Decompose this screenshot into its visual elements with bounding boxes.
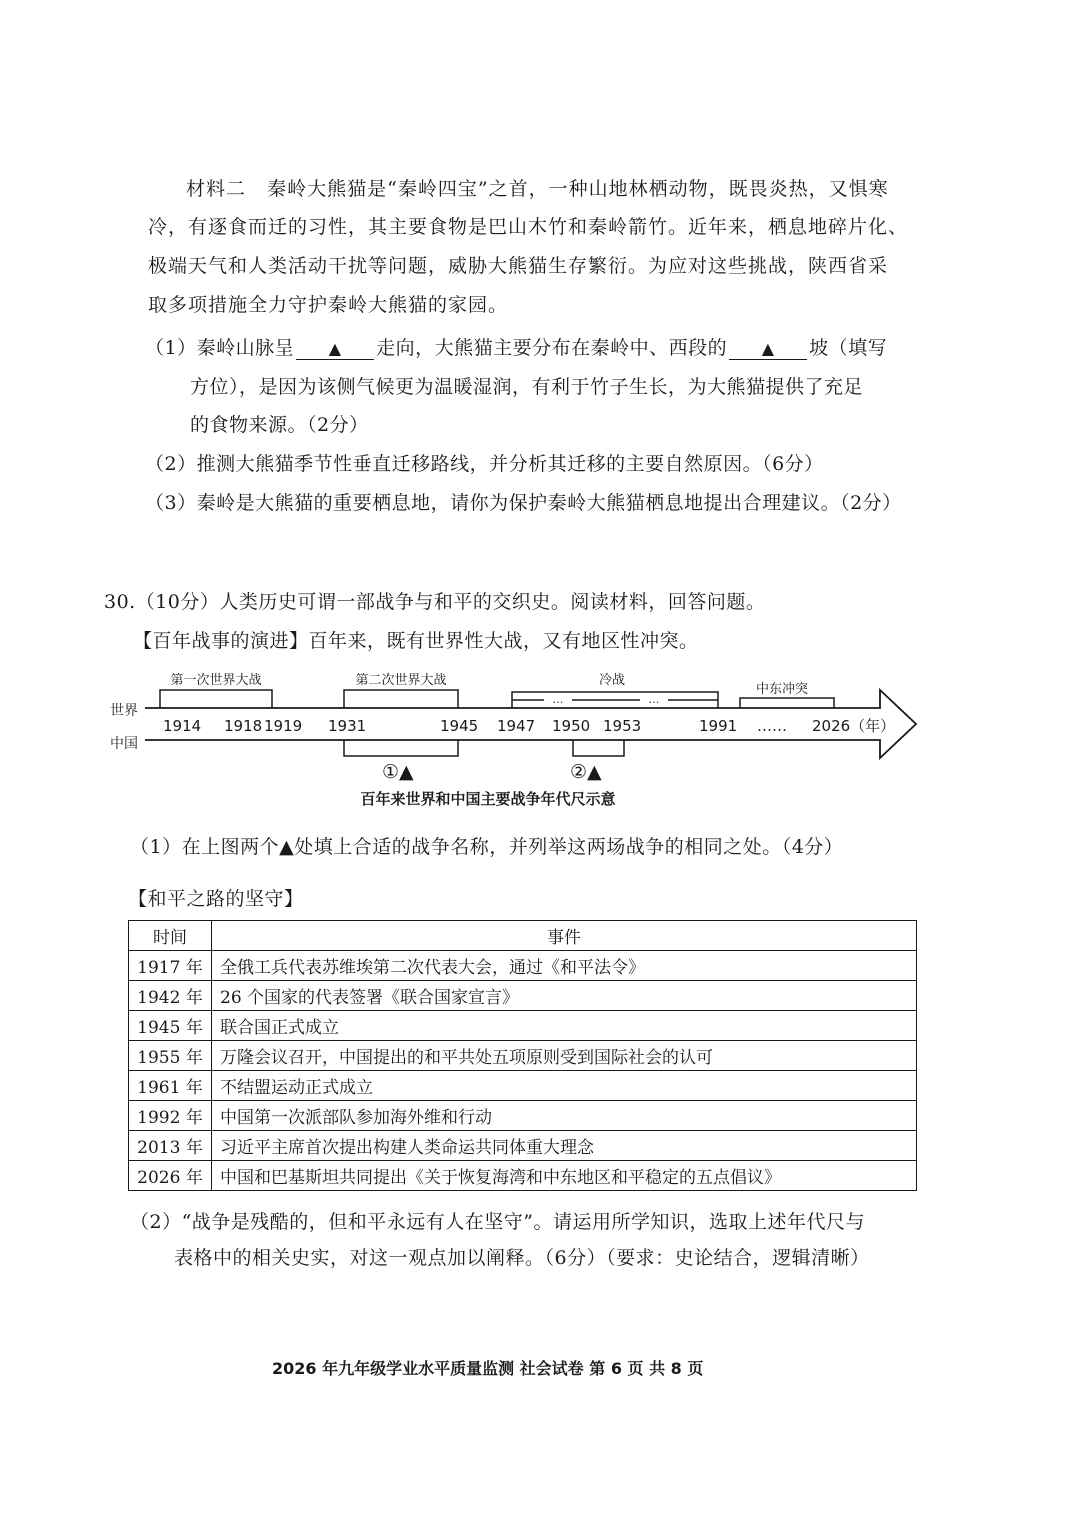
- mideast-bracket: [740, 698, 834, 708]
- coldwar-dots: …: [552, 693, 564, 706]
- q29-2: （2）推测大熊猫季节性垂直迁移路线，并分析其迁移的主要自然原因。（6分）: [145, 453, 824, 475]
- table-row: [129, 1011, 917, 1041]
- material2-line2: 冷，有逐食而迁的习性，其主要食物是巴山木竹和秦岭箭竹。近年来，栖息地碎片化、: [148, 216, 909, 238]
- table-cell-event: 联合国正式成立: [212, 1011, 917, 1041]
- table-cell-year: 2013 年: [129, 1131, 212, 1161]
- table-cell-event: 全俄工兵代表苏维埃第二次代表大会，通过《和平法令》: [212, 951, 917, 981]
- year-1991: 1991: [699, 717, 738, 735]
- triangle-mark-icon: ▲: [761, 339, 775, 358]
- table-header-row: [129, 921, 917, 951]
- table-row: [129, 981, 917, 1011]
- mideast-label: 中东冲突: [755, 682, 809, 697]
- q30-heading: 30.（10分）人类历史可谓一部战争与和平的交织史。阅读材料，回答问题。: [104, 591, 766, 613]
- timeline-caption: 百年来世界和中国主要战争年代尺示意: [360, 790, 616, 808]
- q30-1: （1）在上图两个▲处填上合适的战争名称，并列举这两场战争的相同之处。（4分）: [130, 836, 844, 858]
- year-1945: 1945: [440, 717, 479, 735]
- table-row: [129, 1041, 917, 1071]
- material2-line3: 极端天气和人类活动干扰等问题，威胁大熊猫生存繁衍。为应对这些挑战，陕西省采: [148, 255, 889, 277]
- table-row: [129, 1071, 917, 1101]
- table-header-event: 事件: [212, 921, 917, 951]
- triangle-mark-icon: ▲: [328, 339, 342, 358]
- q29-1-suffix: 坡（填写: [809, 337, 888, 359]
- coldwar-label: 冷战: [598, 673, 626, 688]
- table-row: [129, 1131, 917, 1161]
- material2-line1: [186, 170, 889, 208]
- table-cell-event: 中国第一次派部队参加海外维和行动: [212, 1101, 917, 1131]
- year-1950: 1950: [552, 717, 591, 735]
- material2-label: 材料二: [186, 178, 247, 200]
- q30-2-line2: 表格中的相关史实，对这一观点加以阐释。（6分）（要求：史论结合，逻辑清晰）: [174, 1247, 870, 1269]
- table-cell-year: 1992 年: [129, 1101, 212, 1131]
- table-cell-event: 习近平主席首次提出构建人类命运共同体重大理念: [212, 1131, 917, 1161]
- year-1947: 1947: [497, 717, 536, 735]
- timeline-blank-1[interactable]: ①▲: [382, 761, 414, 783]
- material2-text-1: 秦岭大熊猫是“秦岭四宝”之首，一种山地林栖动物，既畏炎热，又惧寒: [267, 178, 889, 200]
- china-war1-bracket: [344, 740, 458, 756]
- table-cell-event: 26 个国家的代表签署《联合国家宣言》: [212, 981, 917, 1011]
- year-1931: 1931: [328, 717, 367, 735]
- table-row: [129, 1101, 917, 1131]
- year-1953: 1953: [603, 717, 642, 735]
- table-cell-event: 不结盟运动正式成立: [212, 1071, 917, 1101]
- ww2-label: 第二次世界大战: [355, 673, 447, 688]
- china-war2-bracket: [573, 740, 624, 756]
- year-1918: 1918: [224, 717, 263, 735]
- answer-blank-slope[interactable]: [729, 338, 807, 360]
- year-dots: ……: [757, 717, 787, 735]
- peace-events-table: [128, 920, 917, 1191]
- table-header-time: 时间: [129, 921, 212, 951]
- coldwar-bracket: [512, 692, 718, 708]
- timeline-blank-2[interactable]: ②▲: [570, 761, 602, 783]
- q29-1-line1: [145, 333, 887, 360]
- q29-1-mid: 走向，大熊猫主要分布在秦岭中、西段的: [376, 337, 728, 359]
- year-1914: 1914: [163, 717, 202, 735]
- war-timeline: [0, 662, 1080, 812]
- q29-3: （3）秦岭是大熊猫的重要栖息地，请你为保护秦岭大熊猫栖息地提出合理建议。（2分）: [145, 492, 902, 514]
- table-cell-year: 1961 年: [129, 1071, 212, 1101]
- table-cell-year: 2026 年: [129, 1161, 212, 1191]
- timeline-row-china: 中国: [110, 736, 138, 752]
- table-cell-year: 1942 年: [129, 981, 212, 1011]
- table-cell-event: 中国和巴基斯坦共同提出《关于恢复海湾和中东地区和平稳定的五点倡议》: [212, 1161, 917, 1191]
- coldwar-dots: …: [648, 693, 660, 706]
- q30-section2: 【和平之路的坚守】: [128, 888, 304, 910]
- q29-1-line2: 方位），是因为该侧气候更为温暖湿润，有利于竹子生长，为大熊猫提供了充足: [190, 376, 864, 398]
- page-footer: 2026 年九年级学业水平质量监测 社会试卷 第 6 页 共 8 页: [272, 1359, 704, 1378]
- ww1-bracket: [160, 690, 272, 708]
- table-cell-event: 万隆会议召开，中国提出的和平共处五项原则受到国际社会的认可: [212, 1041, 917, 1071]
- timeline-row-world: 世界: [110, 703, 138, 719]
- table-row: [129, 951, 917, 981]
- table-cell-year: 1917 年: [129, 951, 212, 981]
- table-cell-year: 1955 年: [129, 1041, 212, 1071]
- ww2-bracket: [344, 690, 458, 708]
- q29-1-line3: 的食物来源。（2分）: [190, 414, 369, 436]
- q30-section1: 【百年战事的演进】百年来，既有世界性大战，又有地区性冲突。: [133, 630, 699, 652]
- material2-line4: 取多项措施全力守护秦岭大熊猫的家园。: [148, 294, 509, 316]
- year-2026: 2026（年）: [812, 717, 896, 735]
- table-cell-year: 1945 年: [129, 1011, 212, 1041]
- answer-blank-direction[interactable]: [296, 338, 374, 360]
- q29-1-prefix: （1）秦岭山脉呈: [145, 337, 295, 359]
- ww1-label: 第一次世界大战: [170, 673, 262, 688]
- table-row: [129, 1161, 917, 1191]
- q30-2-line1: （2）“战争是残酷的，但和平永远有人在坚守”。请运用所学知识，选取上述年代尺与: [130, 1211, 866, 1233]
- year-1919: 1919: [264, 717, 303, 735]
